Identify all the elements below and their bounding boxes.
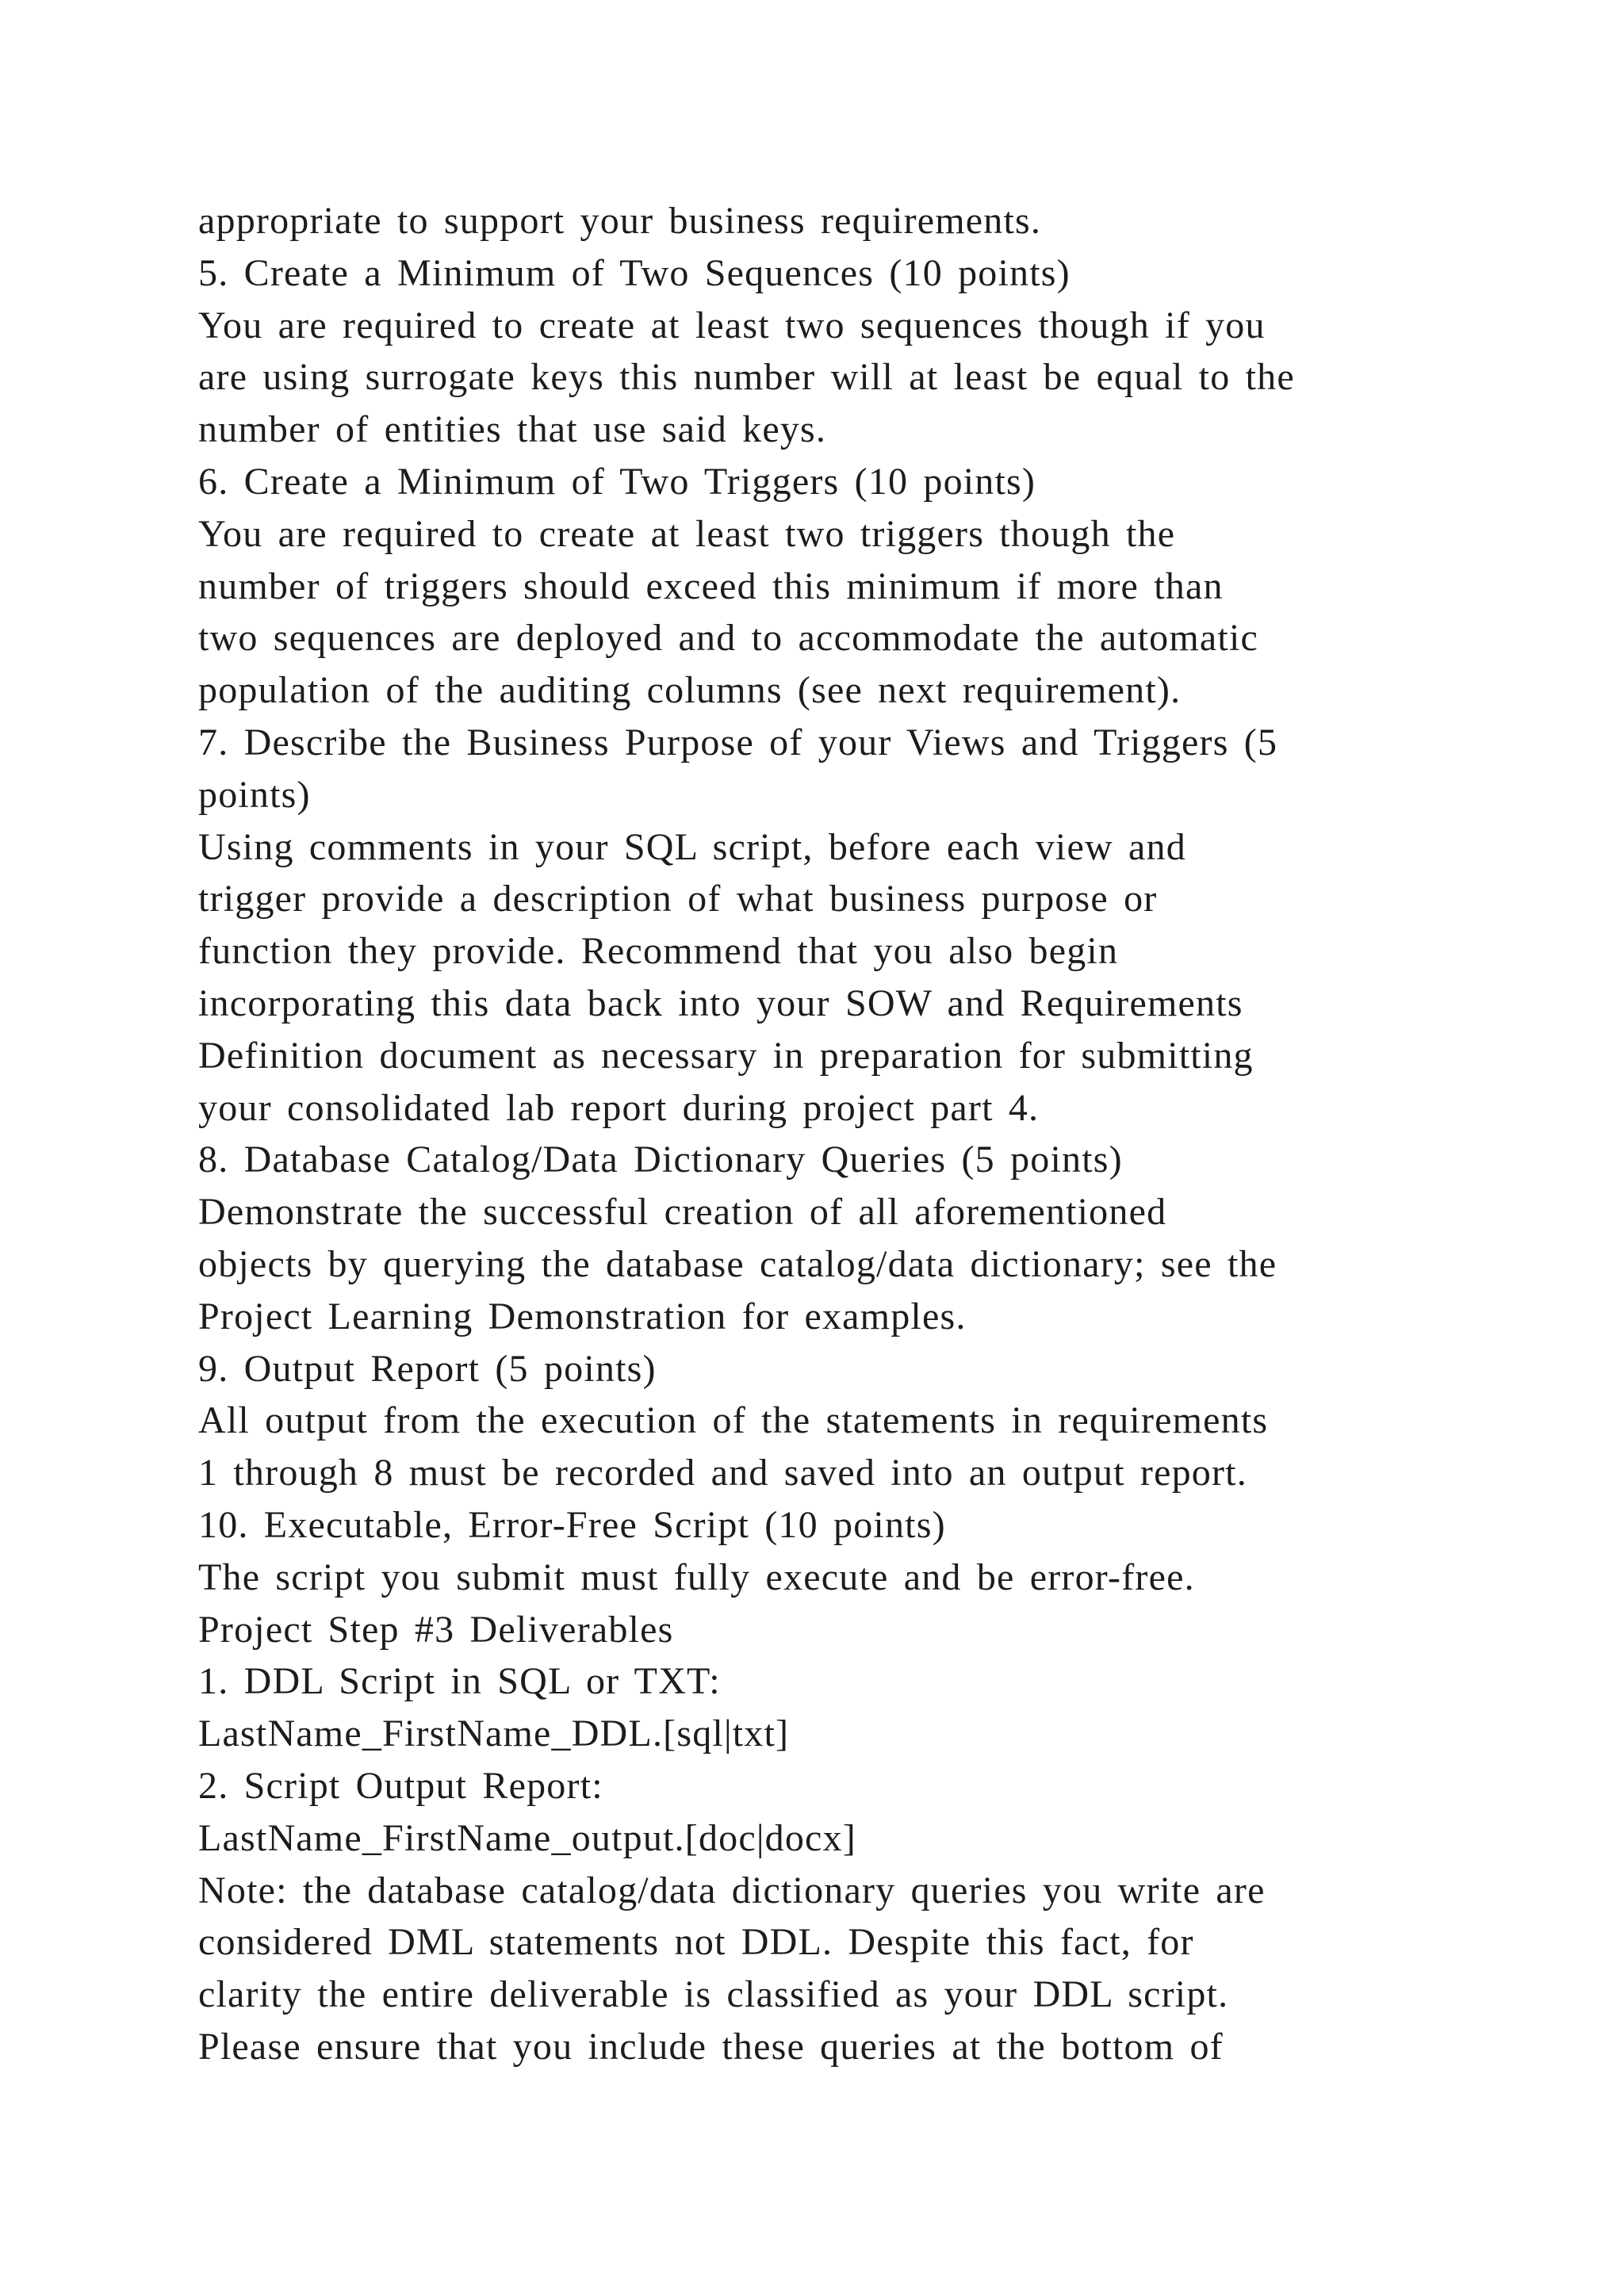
- deliverable-filename: LastName_FirstName_output.[doc|docx]: [198, 1816, 856, 1859]
- deliverable-filename: LastName_FirstName_DDL.[sql|txt]: [198, 1712, 790, 1755]
- text-line: All output from the execution of the statements in requirements: [198, 1399, 1269, 1442]
- deliverable-item: 2. Script Output Report:: [198, 1764, 603, 1807]
- text-line: Using comments in your SQL script, before each view and: [198, 825, 1186, 868]
- text-line: incorporating this data back into your SOW and Requirements: [198, 982, 1243, 1024]
- text-line: appropriate to support your business requirements.: [198, 200, 1042, 242]
- text-line: objects by querying the database catalog/data dictionary; see the: [198, 1242, 1277, 1285]
- note-line: considered DML statements not DDL. Despite this fact, for: [198, 1921, 1194, 1964]
- text-line: You are required to create at least two triggers though the: [198, 512, 1176, 555]
- text-line: Demonstrate the successful creation of all aforementioned: [198, 1191, 1167, 1234]
- section-heading: 7. Describe the Business Purpose of your Views and Triggers (5: [198, 721, 1278, 763]
- note-line: Note: the database catalog/data dictionary queries you write are: [198, 1869, 1266, 1911]
- text-line: function they provide. Recommend that you also begin: [198, 930, 1119, 973]
- section-heading: 6. Create a Minimum of Two Triggers (10 points): [198, 460, 1036, 503]
- text-line: your consolidated lab report during project part 4.: [198, 1086, 1040, 1129]
- text-line: number of entities that use said keys.: [198, 408, 827, 451]
- text-line: are using surrogate keys this number will at least be equal to the: [198, 356, 1295, 399]
- note-line: clarity the entire deliverable is classified as your DDL script.: [198, 1973, 1229, 2016]
- deliverables-heading: Project Step #3 Deliverables: [198, 1608, 674, 1651]
- text-line: Definition document as necessary in preparation for submitting: [198, 1034, 1254, 1077]
- text-line: population of the auditing columns (see next requirement).: [198, 669, 1182, 712]
- deliverable-item: 1. DDL Script in SQL or TXT:: [198, 1660, 721, 1703]
- document-body: [198, 195, 1507, 2073]
- section-heading: 10. Executable, Error-Free Script (10 points): [198, 1503, 946, 1546]
- section-heading: 9. Output Report (5 points): [198, 1347, 657, 1390]
- section-heading: 5. Create a Minimum of Two Sequences (10 points): [198, 251, 1071, 294]
- text-line: The script you submit must fully execute and be error-free.: [198, 1556, 1195, 1598]
- section-heading: 8. Database Catalog/Data Dictionary Queries (5 points): [198, 1138, 1123, 1181]
- section-heading-continued: points): [198, 773, 311, 816]
- text-line: number of triggers should exceed this minimum if more than: [198, 564, 1224, 607]
- note-line: Please ensure that you include these queries at the bottom of: [198, 2025, 1224, 2068]
- text-line: trigger provide a description of what business purpose or: [198, 878, 1158, 920]
- text-line: 1 through 8 must be recorded and saved into an output report.: [198, 1452, 1247, 1494]
- text-line: You are required to create at least two sequences though if you: [198, 304, 1266, 346]
- text-line: two sequences are deployed and to accommodate the automatic: [198, 617, 1258, 660]
- text-line: Project Learning Demonstration for examples.: [198, 1295, 967, 1337]
